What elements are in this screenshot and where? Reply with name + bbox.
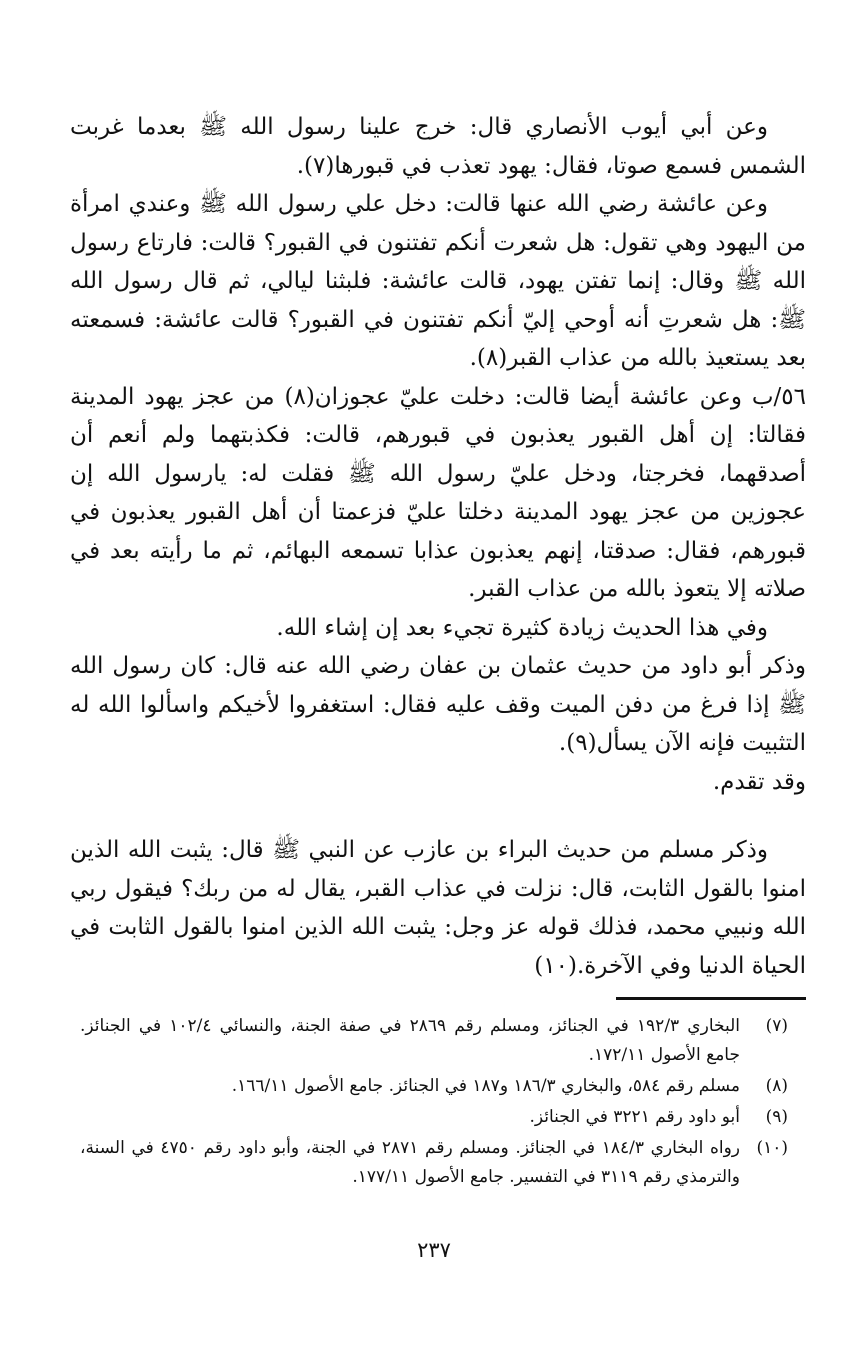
paragraph-aisha-second: ٥٦/ب وعن عائشة أيضا قالت: دخلت عليّ عجوزان(٨) من عجز يهود المدينة فقالتا: إن أهل القبور يعذبون في قبورهم، قالت: فكذبتهما ولم أنعم أن أصدقهما، فخرجتا، ودخل عليّ رسول الله ﷺ فقلت له: يارسول الله إن عجوزين من عجز يهود المدينة دخلتا عليّ فزعمتا أن أهل القبور يعذبون في قبورهم، فقال: صدقتا، إنهم يعذبون عذابا تسمعه البهائم، ثم ما رأيته بعد في صلاته إلا يتعوذ بالله من عذاب القبر.	[70, 383, 807, 602]
paragraph-note: وفي هذا الحديث زيادة كثيرة تجيء بعد إن إشاء الله.	[276, 614, 768, 641]
footnote-number: (٨)	[765, 1076, 788, 1096]
footnotes	[80, 1012, 788, 1194]
paragraph-already-mentioned: وقد تقدم.	[712, 768, 806, 795]
main-text	[70, 108, 806, 985]
paragraph-muslim: وذكر مسلم من حديث البراء بن عازب عن النبي ﷺ قال: يثبت الله الذين امنوا بالقول الثابت، قال: نزلت في عذاب القبر، يقال له من ربك؟ فيقول ربي الله ونبيي محمد، فذلك قوله عز وجل: يثبت الله الذين امنوا بالقول الثابت في الحياة الدنيا وفي الآخرة.(١٠)	[70, 837, 806, 979]
footnote-number: (٩)	[765, 1107, 788, 1127]
paragraph-aisha-first: وعن عائشة رضي الله عنها قالت: دخل علي رسول الله ﷺ وعندي امرأة من اليهود وهي تقول: هل شعرت أنكم تفتنون في القبور؟ قالت: فارتاع رسول الله ﷺ وقال: إنما تفتن يهود، قالت عائشة: فلبثنا ليالي، ثم قال رسول الله ﷺ: هل شعرتِ أنه أوحي إليّ أنكم تفتنون في القبور؟ قالت عائشة: فسمعته بعد يستعيذ بالله من عذاب القبر(٨).	[70, 191, 806, 371]
footnote-text: البخاري ١٩٢/٣ في الجنائز، ومسلم رقم ٢٨٦٩ في صفة الجنة، والنسائي ١٠٢/٤ في الجنائز. جامع الأصول ١٧٢/١١.	[80, 1016, 741, 1065]
footnote	[80, 1134, 788, 1192]
footnote-divider	[616, 997, 806, 1000]
footnote-text: أبو داود رقم ٣٢٢١ في الجنائز.	[529, 1107, 740, 1127]
footnote	[80, 1012, 788, 1070]
page-number: ٢٣٧	[417, 1238, 451, 1262]
footnote	[80, 1072, 788, 1101]
paragraph-abu-ayyub: وعن أبي أيوب الأنصاري قال: خرج علينا رسول الله ﷺ بعدما غربت الشمس فسمع صوتا، فقال: يهود تعذب في قبورها(٧).	[70, 114, 806, 179]
footnote-number: (١٠)	[756, 1138, 788, 1158]
footnote-text: رواه البخاري ١٨٤/٣ في الجنائز. ومسلم رقم ٢٨٧١ في الجنة، وأبو داود رقم ٤٧٥٠ في السنة، والترمذي رقم ٣١١٩ في التفسير. جامع الأصول ١٧٧/١١.	[80, 1138, 741, 1187]
paragraph-abu-dawud: وذكر أبو داود من حديث عثمان بن عفان رضي الله عنه قال: كان رسول الله ﷺ إذا فرغ من دفن الميت وقف عليه فقال: استغفروا لأخيكم واسألوا الله له التثبيت فإنه الآن يسأل(٩).	[70, 653, 806, 756]
footnote-number: (٧)	[765, 1016, 788, 1036]
footnote-text: مسلم رقم ٥٨٤، والبخاري ١٨٦/٣ و١٨٧ في الجنائز. جامع الأصول ١٦٦/١١.	[231, 1076, 740, 1096]
footnote	[80, 1103, 788, 1132]
